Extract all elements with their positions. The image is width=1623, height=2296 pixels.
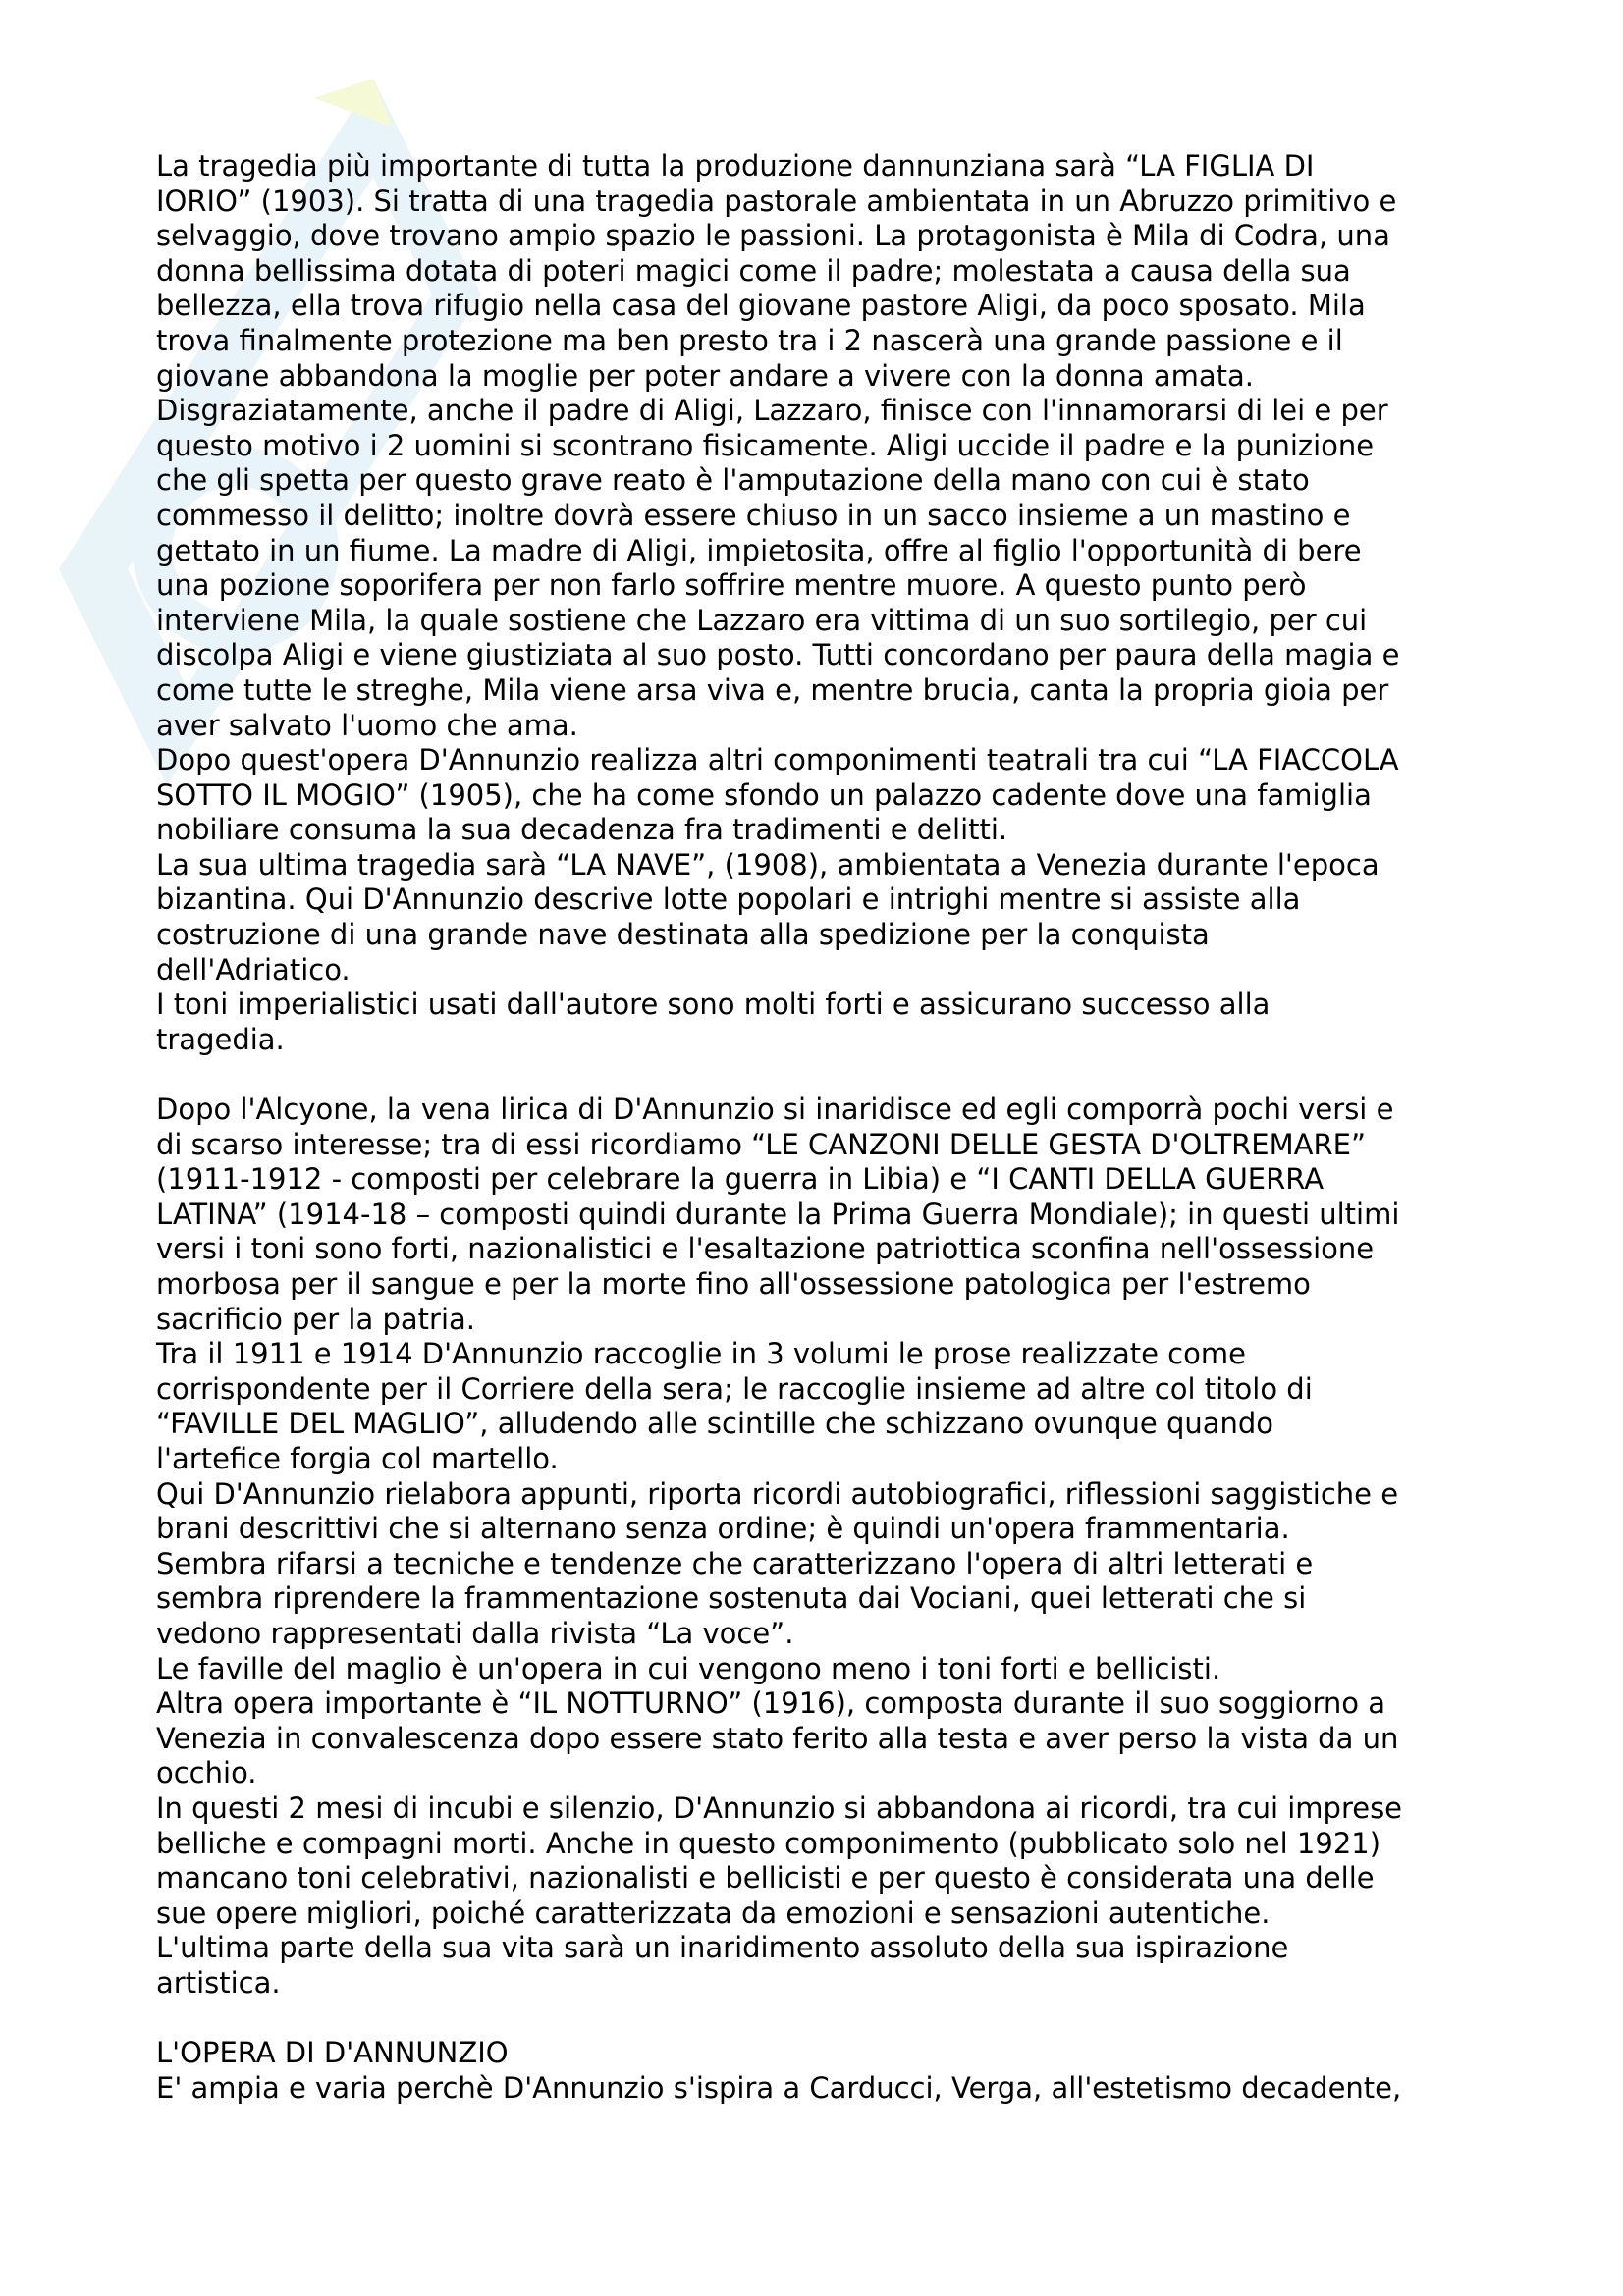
- text-line: Qui D'Annunzio rielabora appunti, riporta ricordi autobiografici, riflessioni saggistiche e: [156, 1476, 1399, 1511]
- text-line: LATINA” (1914-18 – composti quindi durante la Prima Guerra Mondiale); in questi ultimi: [156, 1197, 1400, 1231]
- text-line: brani descrittivi che si alternano senza ordine; è quindi un'opera frammentaria.: [156, 1512, 1290, 1546]
- text-line: giovane abbandona la moglie per poter andare a vivere con la donna amata.: [156, 358, 1254, 393]
- paragraph-1: [156, 149, 1501, 1057]
- text-line: vedono rappresentati dalla rivista “La voce”.: [156, 1616, 794, 1650]
- paragraph-2: [156, 1093, 1501, 2001]
- text-line: mancano toni celebrativi, nazionalisti e bellicisti e per questo è considerata una delle: [156, 1861, 1375, 1896]
- text-line: costruzione di una grande nave destinata alla spedizione per la conquista: [156, 918, 1210, 952]
- text-line: occhio.: [156, 1756, 257, 1790]
- text-line: selvaggio, dove trovano ampio spazio le passioni. La protagonista è Mila di Codra, una: [156, 219, 1390, 253]
- text-line: E' ampia e varia perchè D'Annunzio s'ispira a Carducci, Verga, all'estetismo decadente,: [156, 2070, 1402, 2105]
- section-heading: L'OPERA DI D'ANNUNZIO: [156, 2036, 509, 2070]
- text-line: l'artefice forgia col martello.: [156, 1441, 559, 1475]
- text-line: aver salvato l'uomo che ama.: [156, 708, 578, 742]
- text-line: morbosa per il sangue e per la morte fino all'ossessione patologica per l'estremo: [156, 1267, 1311, 1301]
- text-line: artistica.: [156, 1965, 281, 2000]
- text-line: La sua ultima tragedia sarà “LA NAVE”, (1908), ambientata a Venezia durante l'epoca: [156, 847, 1380, 881]
- text-line: tragedia.: [156, 1022, 285, 1056]
- document-body: [156, 149, 1501, 2106]
- text-line: che gli spetta per questo grave reato è l'amputazione della mano con cui è stato: [156, 463, 1310, 498]
- text-line: discolpa Aligi e viene giustiziata al suo posto. Tutti concordano per paura della magia e: [156, 638, 1400, 672]
- text-line: Dopo quest'opera D'Annunzio realizza altri componimenti teatrali tra cui “LA FIACCOLA: [156, 743, 1399, 777]
- text-line: bizantina. Qui D'Annunzio descrive lotte popolari e intrighi mentre si assiste alla: [156, 882, 1301, 917]
- text-line: questo motivo i 2 uomini si scontrano fisicamente. Aligi uccide il padre e la punizione: [156, 428, 1375, 462]
- text-line: corrispondente per il Corriere della sera; le raccoglie insieme ad altre col titolo di: [156, 1371, 1313, 1406]
- text-line: bellezza, ella trova rifugio nella casa del giovane pastore Aligi, da poco sposato. Mila: [156, 289, 1366, 323]
- blank-line: [156, 2001, 1501, 2036]
- text-line: SOTTO IL MOGIO” (1905), che ha come sfondo un palazzo cadente dove una famiglia: [156, 777, 1372, 812]
- text-line: Le faville del maglio è un'opera in cui vengono meno i toni forti e bellicisti.: [156, 1651, 1221, 1685]
- text-line: (1911-1912 - composti per celebrare la guerra in Libia) e “I CANTI DELLA GUERRA: [156, 1162, 1325, 1197]
- text-line: sacrificio per la patria.: [156, 1302, 475, 1336]
- text-line: dell'Adriatico.: [156, 952, 351, 987]
- text-line: sembra riprendere la frammentazione sostenuta dai Vociani, quei letterati che si: [156, 1581, 1307, 1616]
- text-line: nobiliare consuma la sua decadenza fra tradimenti e delitti.: [156, 813, 1008, 847]
- text-line: IORIO” (1903). Si tratta di una tragedia pastorale ambientata in un Abruzzo primitivo e: [156, 184, 1397, 218]
- text-line: I toni imperialistici usati dall'autore sono molti forti e assicurano successo alla: [156, 988, 1271, 1022]
- text-line: versi i toni sono forti, nazionalistici e l'esaltazione patriottica sconfina nell'ossessione: [156, 1232, 1375, 1266]
- text-line: commesso il delitto; inoltre dovrà essere chiuso in un sacco insieme a un mastino e: [156, 498, 1351, 532]
- paragraph-3: [156, 2071, 1501, 2107]
- text-line: Tra il 1911 e 1914 D'Annunzio raccoglie in 3 volumi le prose realizzate come: [156, 1337, 1246, 1371]
- text-line: Altra opera importante è “IL NOTTURNO” (1916), composta durante il suo soggiorno a: [156, 1686, 1385, 1721]
- text-line: Sembra rifarsi a tecniche e tendenze che caratterizzano l'opera di altri letterati e: [156, 1546, 1314, 1580]
- text-line: sue opere migliori, poiché caratterizzata da emozioni e sensazioni autentiche.: [156, 1896, 1271, 1930]
- text-line: Dopo l'Alcyone, la vena lirica di D'Annunzio si inaridisce ed egli comporrà pochi versi e: [156, 1093, 1394, 1127]
- text-line: gettato in un fiume. La madre di Aligi, impietosita, offre al figlio l'opportunità di bere: [156, 533, 1362, 567]
- text-line: In questi 2 mesi di incubi e silenzio, D'Annunzio si abbandona ai ricordi, tra cui imprese: [156, 1790, 1403, 1825]
- text-line: belliche e compagni morti. Anche in questo componimento (pubblicato solo nel 1921): [156, 1826, 1381, 1860]
- text-line: L'ultima parte della sua vita sarà un inaridimento assoluto della sua ispirazione: [156, 1931, 1289, 1965]
- text-line: come tutte le streghe, Mila viene arsa viva e, mentre brucia, canta la propria gioia per: [156, 672, 1389, 707]
- blank-line: [156, 1057, 1501, 1093]
- text-line: Disgraziatamente, anche il padre di Aligi, Lazzaro, finisce con l'innamorarsi di lei e per: [156, 394, 1388, 428]
- text-line: Venezia in convalescenza dopo essere stato ferito alla testa e aver perso la vista da un: [156, 1721, 1399, 1755]
- text-line: interviene Mila, la quale sostiene che Lazzaro era vittima di un suo sortilegio, per cui: [156, 603, 1368, 637]
- text-line: trova finalmente protezione ma ben presto tra i 2 nascerà una grande passione e il: [156, 323, 1343, 357]
- text-line: una pozione soporifera per non farlo soffrire mentre muore. A questo punto però: [156, 568, 1307, 603]
- text-line: La tragedia più importante di tutta la produzione dannunziana sarà “LA FIGLIA DI: [156, 149, 1315, 183]
- text-line: donna bellissima dotata di poteri magici come il padre; molestata a causa della sua: [156, 253, 1351, 288]
- text-line: “FAVILLE DEL MAGLIO”, alludendo alle scintille che schizzano ovunque quando: [156, 1407, 1274, 1441]
- text-line: di scarso interesse; tra di essi ricordiamo “LE CANZONI DELLE GESTA D'OLTREMARE”: [156, 1127, 1366, 1161]
